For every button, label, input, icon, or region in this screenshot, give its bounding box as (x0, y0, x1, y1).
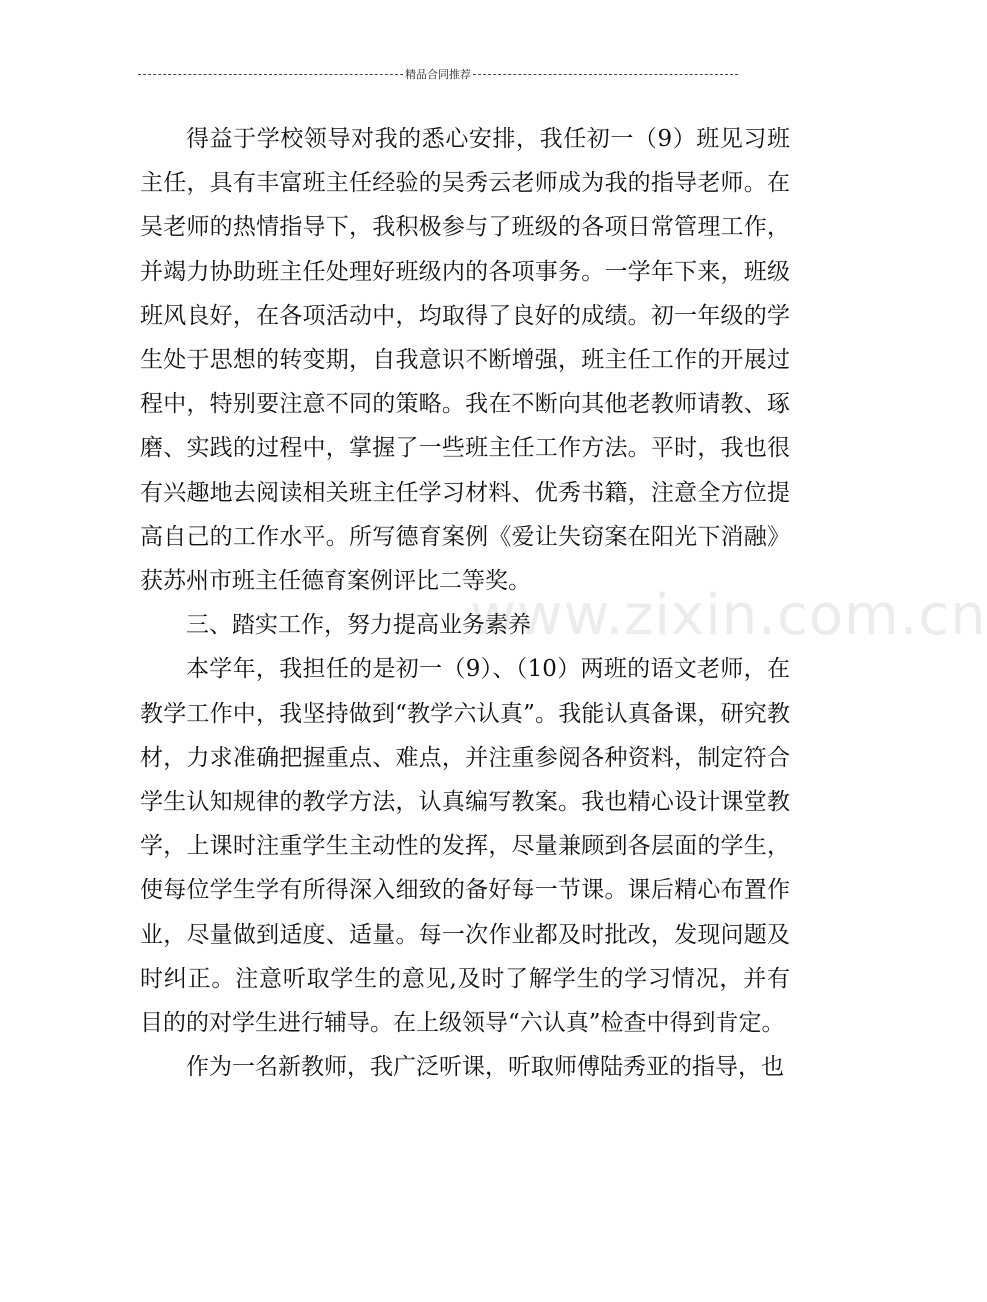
paragraph-class-management: 得益于学校领导对我的悉心安排，我任初一（9）班见习班主任，具有丰富班主任经验的吴秀云老师成为我的指导老师。在吴老师的热情指导下，我积极参与了班级的各项日常管理工作，并竭力协助班主任处理好班级内的各项事务。一学年下来，班级班风良好，在各项活动中，均取得了良好的成绩。初一年级的学生处于思想的转变期，自我意识不断增强，班主任工作的开展过程中，特别要注意不同的策略。我在不断向其他老教师请教、琢磨、实践的过程中，掌握了一些班主任工作方法。平时，我也很有兴趣地去阅读相关班主任学习材料、优秀书籍，注意全方位提高自己的工作水平。所写德育案例《爱让失窃案在阳光下消融》获苏州市班主任德育案例评比二等奖。 (140, 126, 790, 595)
watermark: www.zixin.com.cn (470, 583, 987, 648)
paragraph-new-teacher: 作为一名新教师，我广泛听课，听取师傅陆秀亚的指导，也 (186, 1054, 784, 1081)
header-dash-right (473, 74, 738, 75)
document-body (140, 117, 790, 1089)
header-label: 精品合同推荐 (405, 68, 471, 81)
page-header (138, 64, 738, 84)
header-dash-left (138, 74, 403, 75)
section-heading: 三、踏实工作，努力提高业务素养 (186, 612, 531, 639)
paragraph-teaching: 本学年，我担任的是初一（9）、（10）两班的语文老师，在教学工作中，我坚持做到“教学六认真”。我能认真备课，研究教材，力求准确把握重点、难点，并注重参阅各种资料，制定符合学生认知规律的教学方法，认真编写教案。我也精心设计课堂教学，上课时注重学生主动性的发挥，尽量兼顾到各层面的学生，使每位学生学有所得深入细致的备好每一节课。课后精心布置作业，尽量做到适度、适量。每一次作业都及时批改，发现问题及时纠正。注意听取学生的意见,及时了解学生的学习情况，并有目的的对学生进行辅导。在上级领导“六认真”检查中得到肯定。 (140, 656, 790, 1037)
